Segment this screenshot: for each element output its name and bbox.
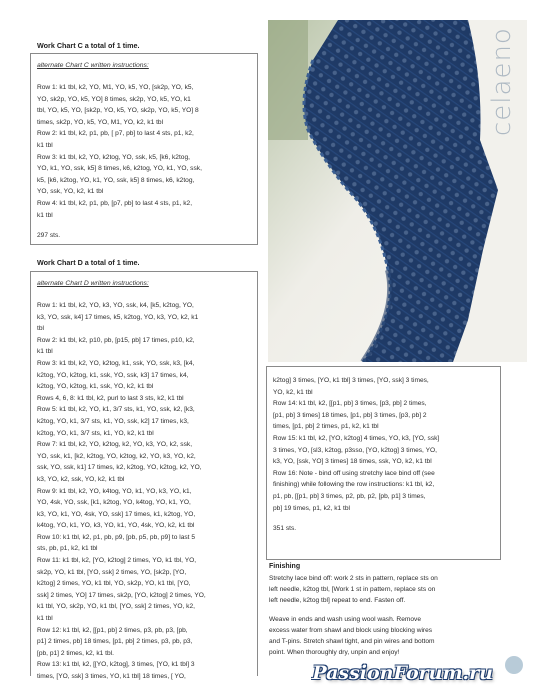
chart-d-instructions-box [30, 271, 258, 680]
text-line: times, [YO, ssk] 3 times, YO, k1 tbl] 18 times, [ YO, [37, 673, 186, 680]
chart-c-lines [37, 82, 252, 221]
text-line: Row 14: k1 tbl, k2, [[p1, pb] 3 times, [p3, pb] 2 times, [273, 400, 427, 408]
text-line: [pb, p1] 2 times, k2, k1 tbl. [37, 649, 114, 657]
text-line: pb] 19 times, p1, k2, k1 tbl [273, 504, 350, 512]
text-line: YO, k2, k1 tbl [273, 388, 313, 396]
continuation-box [266, 366, 501, 560]
text-line: [p1, pb] 3 times] 18 times, [p1, pb] 3 times, [p3, pb] 2 [273, 411, 427, 419]
text-line: Row 3: k1 tbl, k2, YO, k2tog, YO, ssk, k5, [k6, k2tog, [37, 153, 190, 161]
text-line: YO, k1, YO, ssk, k5] 8 times, k6, k2tog, YO, k1, YO, ssk, [37, 165, 202, 173]
text-line: excess water from shawl and block using blocking wires [269, 627, 433, 634]
text-line: k3, YO, k1, YO, 4sk, YO, ssk] 17 times, k1, k2tog, YO, [37, 510, 196, 518]
text-line: Row 4: k1 tbl, k2, p1, pb, [p7, pb] to last 4 sts, p1, k2, [37, 199, 193, 207]
text-line: Row 5: k1 tbl, k2, YO, k1, 3/7 sts, k1, YO, ssk, k2, [k3, [37, 406, 195, 414]
text-line: k2tog] 3 times, [YO, k1 tbl] 3 times, [YO, ssk] 3 times, [273, 377, 429, 384]
text-line: finishing) while following the row instructions: k1 tbl, k2, [273, 481, 435, 489]
text-line: YO, sk2p, YO, k5, YO] 8 times, sk2p, YO, k5, YO, k1 [37, 95, 191, 103]
watermark-text: PassionForum.ru [312, 662, 493, 684]
text-line: YO, ssk, YO, k2, k1 tbl [37, 188, 104, 196]
text-line: Row 9: k1 tbl, k2, YO, k4tog, YO, k1, YO, k3, YO, k1, [37, 487, 192, 495]
text-line: k4tog, YO, k1, YO, k3, YO, k1, YO, 4sk, YO, k2, k1 tbl [37, 522, 195, 530]
text-line: k1 tbl, YO, sk2p, YO, k1 tbl, [YO, ssk] 2 times, YO, k2, [37, 603, 195, 611]
text-line: Stretchy lace bind off: work 2 sts in pattern, replace sts on [269, 575, 438, 582]
text-line: Row 7: k1 tbl, k2, YO, k2tog, k2, YO, k3, YO, k2, ssk, [37, 441, 193, 449]
text-line: times, sk2p, YO, k5, YO, M1, YO, k2, k1 tbl [37, 118, 164, 126]
text-line: Row 2: k1 tbl, k2, p10, pb, [p15, pb] 17 times, p10, k2, [37, 336, 195, 344]
text-line: ssk, YO, ssk, k1] 17 times, k2, k2tog, YO, k2tog, k2, YO, [37, 464, 202, 472]
text-line: k2tog, YO, k1, 3/7 sts, k1, YO, k2, k1 tbl [37, 429, 154, 437]
text-line: sk2p, YO, k1 tbl, [YO, ssk] 2 times, YO, [sk2p, [YO, [37, 568, 187, 576]
chart-d-lines [37, 300, 252, 683]
text-line: Row 2: k1 tbl, k2, p1, pb, [ p7, pb] to last 4 sts, p1, k2, [37, 130, 194, 138]
text-line: 3 times, YO, [sl3, k2tog, p3sso, [YO, k2tog] 3 times, YO, [273, 446, 437, 454]
text-line: k1 tbl [37, 211, 53, 219]
text-line: k2tog, YO, k1, 3/7 sts, k1, YO, ssk, k2] 17 times, k3, [37, 417, 189, 425]
text-line: point. When thoroughly dry, unpin and enjoy! [269, 649, 400, 656]
text-line: ssk] 2 times, YO] 17 times, sk2p, [YO, k2tog] 2 times, YO, [37, 591, 206, 599]
text-line: Row 1: k1 tbl, k2, YO, M1, YO, k5, YO, [sk2p, YO, k5, [37, 84, 194, 91]
text-line: k5, [k6, k2tog, YO, k1, YO, ssk, k5] 8 times, k6, k2tog, [37, 176, 195, 184]
text-line: Row 1: k1 tbl, k2, YO, k3, YO, ssk, k4, [k5, k2tog, YO, [37, 302, 194, 309]
text-line: k3, YO, k2, ssk, YO, k2, k1 tbl [37, 475, 125, 483]
text-line: k2tog] 2 times, YO, k1 tbl, YO, sk2p, YO, k1 tbl, [YO, [37, 580, 191, 588]
text-line: Row 16: Note - bind off using stretchy lace bind off (see [273, 469, 435, 477]
text-line: p1] 2 times, pb] 18 times, [p1, pb] 2 times, p3, pb, p3, [37, 638, 193, 646]
text-line: YO, 4sk, YO, ssk, [k1, k2tog, YO, k4tog, YO, k1, YO, [37, 499, 191, 507]
text-line: YO, ssk, k1, [k2, k2tog, YO, k2tog, k2, YO, k3, YO, k2, [37, 452, 196, 460]
text-line: times, [p1, pb] 2 times, p1, k2, k1 tbl [273, 423, 379, 431]
text-line: Row 3: k1 tbl, k2, YO, k2tog, k1, ssk, YO, ssk, k3, [k4, [37, 359, 195, 367]
text-line [269, 606, 499, 614]
text-line: Row 11: k1 tbl, k2, [YO, k2tog] 2 times, YO, k1 tbl, YO, [37, 557, 197, 565]
text-line: k1 tbl [37, 348, 53, 356]
text-line: left needle, k2tog tbl, [Work 1 st in pattern, replace sts on [269, 586, 436, 593]
chart-c-heading: Work Chart C a total of 1 time. [37, 41, 140, 50]
text-line: tbl [37, 325, 44, 333]
text-line: Rows 4, 6, 8: k1 tbl, k2, purl to last 3 sts, k2, k1 tbl [37, 394, 184, 402]
finishing-heading: Finishing [269, 563, 301, 570]
text-line: Row 10: k1 tbl, k2, p1, pb, p9, [pb, p5, pb, p9] to last 5 [37, 533, 195, 541]
text-line: Weave in ends and wash using wool wash. Remove [269, 616, 421, 623]
text-line: Row 13: k1 tbl, k2, [[YO, k2tog], 3 times, [YO, k1 tbl] 3 [37, 661, 195, 669]
text-line: left needle, k2tog tbl] repeat to end. Fasten off. [269, 597, 406, 604]
text-line: k2tog, YO, k2tog, k1, ssk, YO, k2, k1 tbl [37, 383, 154, 391]
chart-c-total: 297 sts. [37, 232, 61, 240]
text-line: k1 tbl [37, 615, 53, 623]
text-line: and T-pins. Stretch shawl tight, and pin wires and bottom [269, 638, 435, 645]
text-line: Row 12: k1 tbl, k2, [[p1, pb] 2 times, p3, pb, p3, [pb, [37, 626, 188, 634]
finishing-text [269, 573, 499, 658]
continuation-lines [273, 375, 495, 514]
text-line: sts, pb, p1, k2, k1 tbl [37, 545, 98, 553]
text-line: tbl, YO, k5, YO, [sk2p, YO, k5, YO, sk2p, YO, k5, YO] 8 [37, 107, 199, 115]
text-line: k1 tbl [37, 141, 53, 149]
page-number-dot [505, 656, 523, 674]
chart-c-instructions-box [30, 53, 258, 245]
continuation-total: 351 sts. [273, 525, 297, 533]
watermark [277, 650, 533, 690]
chart-d-subtitle: alternate Chart D written instructions: [37, 280, 149, 287]
chart-c-subtitle: alternate Chart C written instructions: [37, 62, 149, 69]
text-line: k2tog, YO, k2tog, k1, ssk, YO, ssk, k3] 17 times, k4, [37, 371, 189, 379]
text-line: k3, YO, [ssk, YO] 3 times] 18 times, ssk, YO, k2, k1 tbl [273, 458, 432, 466]
text-line: Row 15: k1 tbl, k2, [YO, k2tog] 4 times, YO, k3, [YO, ssk] [273, 434, 440, 442]
text-line: k3, YO, ssk, k4] 17 times, k5, k2tog, YO, k3, YO, k2, k1 [37, 313, 199, 321]
text-line: p1, pb, [[p1, pb] 3 times, p2, pb, p2, [pb, p1] 3 times, [273, 492, 426, 500]
pattern-name-vertical: celaeno [487, 27, 517, 136]
chart-d-heading: Work Chart D a total of 1 time. [37, 258, 140, 267]
